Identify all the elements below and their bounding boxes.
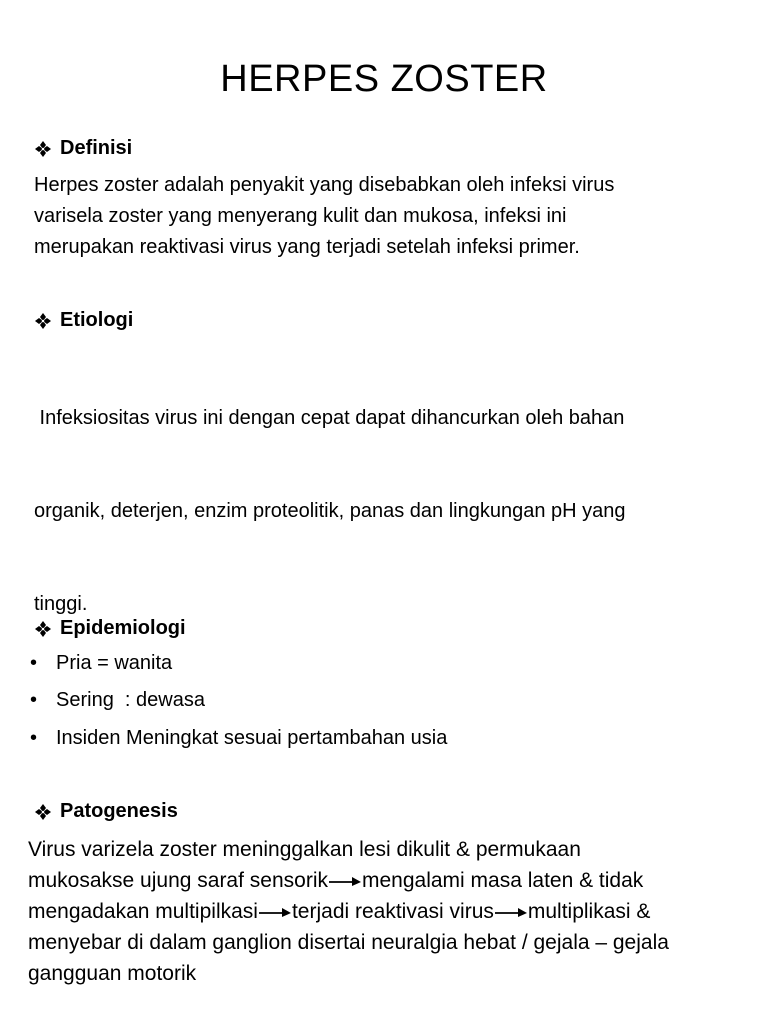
heading-text: Etiologi	[60, 309, 134, 331]
text-segment: mengalami masa laten & tidak	[361, 869, 644, 892]
diamond-bullet-icon	[34, 803, 52, 821]
text-line	[28, 896, 738, 927]
heading-text: Epidemiologi	[60, 617, 186, 639]
diamond-bullet-icon	[34, 620, 52, 638]
text-line: varisela zoster yang menyerang kulit dan mukosa, infeksi ini	[34, 205, 567, 227]
text-line: tinggi.	[34, 593, 88, 615]
etiologi-paragraph	[34, 341, 744, 651]
text-line: gangguan motorik	[28, 962, 197, 985]
list-item-text: Insiden Meningkat sesuai pertambahan usia	[56, 727, 448, 749]
section-heading-etiologi	[34, 309, 133, 332]
section-heading-definisi	[34, 137, 132, 160]
diamond-bullet-icon	[34, 140, 52, 158]
arrow-right-icon	[328, 874, 362, 888]
list-item-text: Pria = wanita	[56, 652, 173, 674]
text-line: Herpes zoster adalah penyakit yang disebabkan oleh infeksi virus	[34, 174, 615, 196]
text-line: menyebar di dalam ganglion disertai neuralgia hebat / gejala – gejala	[28, 931, 669, 954]
text-line: merupakan reaktivasi virus yang terjadi setelah infeksi primer.	[34, 236, 580, 258]
text-line: Virus varizela zoster meninggalkan lesi dikulit & permukaan	[28, 838, 581, 861]
text-segment: multiplikasi &	[527, 900, 651, 923]
bullet-dot-icon: •	[30, 727, 38, 749]
bullet-dot-icon: •	[30, 652, 38, 674]
text-segment: mukosakse ujung saraf sensorik	[28, 869, 328, 892]
arrow-right-icon	[258, 905, 292, 919]
list-item	[30, 652, 172, 675]
list-item	[30, 727, 447, 750]
text-line: Infeksiositas virus ini dengan cepat dapat dihancurkan oleh bahan	[34, 407, 625, 429]
patogenesis-paragraph	[28, 834, 738, 989]
bullet-dot-icon: •	[30, 689, 38, 711]
section-heading-epidemiologi	[34, 617, 186, 640]
diamond-bullet-icon	[34, 312, 52, 330]
text-segment: terjadi reaktivasi virus	[291, 900, 494, 923]
text-line	[28, 865, 738, 896]
arrow-right-icon	[494, 905, 528, 919]
section-heading-patogenesis	[34, 800, 178, 823]
heading-text: Patogenesis	[60, 800, 178, 822]
page-title: HERPES ZOSTER	[220, 58, 548, 100]
list-item	[30, 689, 205, 712]
list-item-text: Sering : dewasa	[56, 689, 205, 711]
definisi-paragraph	[34, 170, 744, 263]
text-line: organik, deterjen, enzim proteolitik, panas dan lingkungan pH yang	[34, 500, 626, 522]
text-segment: mengadakan multipilkasi	[28, 900, 258, 923]
heading-text: Definisi	[60, 137, 133, 159]
